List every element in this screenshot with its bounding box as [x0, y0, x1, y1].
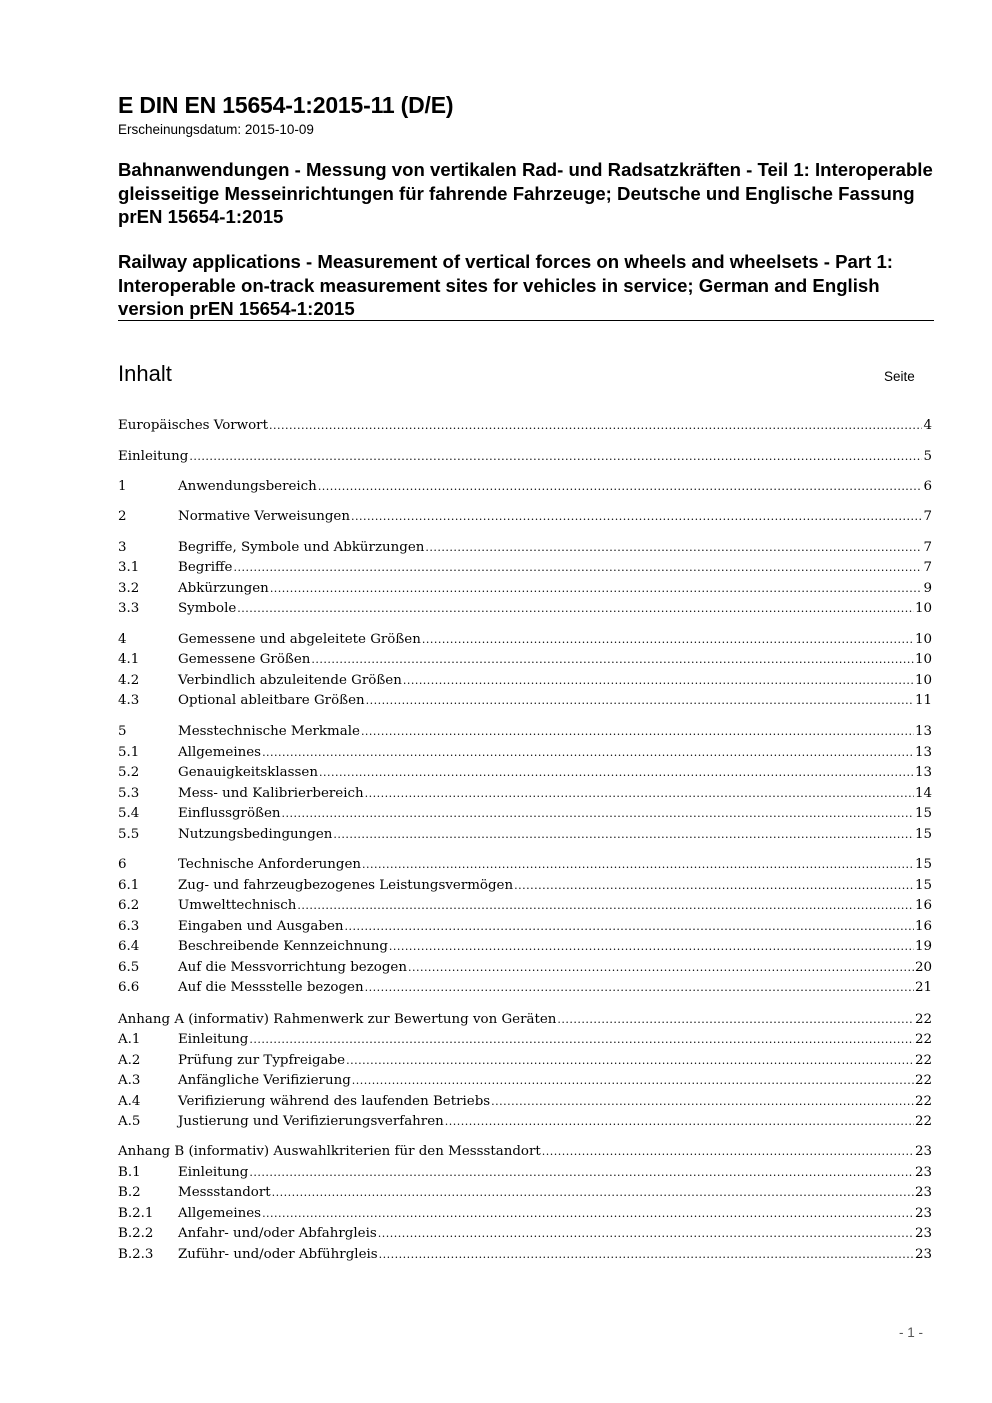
title-english: Railway applications - Measurement of vertical forces on wheels and wheelsets - Part 1: Interoperable on-track measurement sites for vehicles in service; German and English version prEN 15654-1:2015	[118, 251, 893, 319]
toc-entry[interactable]	[118, 1032, 932, 1052]
toc-entry-page: 21	[914, 980, 932, 995]
toc-entry[interactable]	[118, 1165, 932, 1185]
toc-entry-page: 13	[914, 765, 932, 780]
toc-entry-page: 7	[923, 560, 932, 575]
toc-entry-number: B.2	[118, 1185, 141, 1200]
toc-leader-dots	[319, 766, 914, 779]
toc-entry-title: Messstandort	[178, 1185, 271, 1200]
toc-entry-page: 15	[914, 827, 932, 842]
toc-entry[interactable]	[118, 1185, 932, 1205]
toc-entry-page: 10	[914, 652, 932, 667]
toc-leader-dots	[345, 920, 914, 933]
toc-entry-title: Zug- und fahrzeugbezogenes Leistungsvermögen	[178, 878, 514, 893]
toc-leader-dots	[351, 510, 923, 523]
toc-entry[interactable]	[118, 601, 932, 621]
toc-leader-dots	[491, 1095, 914, 1108]
toc-leader-dots	[378, 1227, 914, 1240]
toc-entry-page: 20	[914, 960, 932, 975]
toc-entry-number: 5.4	[118, 806, 140, 821]
toc-entry-page: 22	[914, 1114, 932, 1129]
toc-entry-title: Verbindlich abzuleitende Größen	[178, 673, 402, 688]
toc-entry-title: Allgemeines	[178, 1206, 262, 1221]
toc-entry-title: Begriffe, Symbole und Abkürzungen	[178, 540, 425, 555]
toc-entry-title: Anhang A (informativ) Rahmenwerk zur Bewertung von Geräten	[118, 1012, 557, 1027]
toc-leader-dots	[365, 787, 914, 800]
toc-entry-page: 15	[914, 857, 932, 872]
toc-entry[interactable]	[118, 1012, 932, 1032]
toc-entry-number: A.1	[118, 1032, 141, 1047]
toc-entry-number: 3.1	[118, 560, 140, 575]
toc-entry-page: 16	[914, 919, 932, 934]
toc-entry-page: 9	[923, 581, 932, 596]
toc-entry-page: 22	[914, 1053, 932, 1068]
toc-entry-page: 23	[914, 1226, 932, 1241]
toc-entry-title: Auf die Messstelle bezogen	[178, 980, 364, 995]
toc-entry-title: Nutzungsbedingungen	[178, 827, 333, 842]
toc-entry-number: 3.3	[118, 601, 140, 616]
toc-entry[interactable]	[118, 418, 932, 438]
toc-heading: Inhalt	[118, 361, 172, 386]
toc-entry[interactable]	[118, 479, 932, 499]
toc-entry-title: Normative Verweisungen	[178, 509, 350, 524]
toc-leader-dots	[233, 561, 922, 574]
toc-entry-page: 13	[914, 724, 932, 739]
toc-entry[interactable]	[118, 786, 932, 806]
toc-entry[interactable]	[118, 540, 932, 560]
toc-entry[interactable]	[118, 960, 932, 980]
toc-entry[interactable]	[118, 827, 932, 847]
toc-leader-dots	[270, 582, 923, 595]
toc-leader-dots	[262, 1207, 914, 1220]
toc-entry[interactable]	[118, 1073, 932, 1093]
toc-entry[interactable]	[118, 765, 932, 785]
toc-entry-title: Zuführ- und/oder Abführgleis	[178, 1247, 378, 1262]
toc-entry-page: 14	[914, 786, 932, 801]
toc-entry-number: 5.1	[118, 745, 140, 760]
toc-entry-title: Einleitung	[118, 449, 189, 464]
toc-entry-number: 6.3	[118, 919, 140, 934]
toc-entry-page: 22	[914, 1012, 932, 1027]
toc-leader-dots	[269, 419, 923, 432]
toc-page-label: Seite	[884, 369, 915, 384]
toc-entry[interactable]	[118, 449, 932, 469]
toc-entry-title: Verifizierung während des laufenden Betriebs	[178, 1094, 491, 1109]
toc-entry-page: 7	[923, 509, 932, 524]
title-divider	[118, 320, 934, 321]
toc-entry-title: Abkürzungen	[178, 581, 269, 596]
toc-entry[interactable]	[118, 652, 932, 672]
toc-entry-number: 4.1	[118, 652, 140, 667]
toc-entry[interactable]	[118, 632, 932, 652]
toc-entry-page: 23	[914, 1247, 932, 1262]
toc-leader-dots	[249, 1033, 914, 1046]
toc-entry-title: Mess- und Kalibrierbereich	[178, 786, 364, 801]
toc-entry-page: 19	[914, 939, 932, 954]
toc-entry-page: 10	[914, 632, 932, 647]
toc-entry-page: 23	[914, 1185, 932, 1200]
toc-entry-number: 6.5	[118, 960, 140, 975]
toc-entry[interactable]	[118, 1206, 932, 1226]
toc-entry-number: B.2.2	[118, 1226, 154, 1241]
toc-entry[interactable]	[118, 806, 932, 826]
toc-entry[interactable]	[118, 693, 932, 713]
toc-entry[interactable]	[118, 560, 932, 580]
toc-leader-dots	[514, 879, 914, 892]
toc-entry-page: 22	[914, 1073, 932, 1088]
toc-entry[interactable]	[118, 919, 932, 939]
toc-leader-dots	[272, 1186, 914, 1199]
toc-entry-number: 6.6	[118, 980, 140, 995]
toc-entry[interactable]	[118, 509, 932, 529]
publication-date: Erscheinungsdatum: 2015-10-09	[118, 122, 314, 137]
toc-entry-page: 23	[914, 1206, 932, 1221]
toc-entry-title: Eingaben und Ausgaben	[178, 919, 344, 934]
toc-entry-title: Europäisches Vorwort	[118, 418, 268, 433]
toc-entry[interactable]	[118, 1247, 932, 1267]
toc-leader-dots	[249, 1166, 914, 1179]
toc-entry-number: 5.5	[118, 827, 140, 842]
toc-entry-number: 3	[118, 540, 127, 555]
toc-entry[interactable]	[118, 1144, 932, 1164]
toc-leader-dots	[297, 899, 914, 912]
toc-leader-dots	[542, 1145, 914, 1158]
toc-leader-dots	[422, 633, 914, 646]
toc-entry[interactable]	[118, 1094, 932, 1114]
toc-entry-title: Anhang B (informativ) Auswahlkriterien für den Messstandort	[118, 1144, 541, 1159]
toc-entry-title: Optional ableitbare Größen	[178, 693, 365, 708]
toc-entry-page: 13	[914, 745, 932, 760]
toc-entry[interactable]	[118, 939, 932, 959]
toc-entry-number: A.5	[118, 1114, 141, 1129]
toc-entry-page: 6	[923, 479, 932, 494]
toc-entry-number: 5.3	[118, 786, 140, 801]
toc-entry-page: 23	[914, 1165, 932, 1180]
toc-entry-page: 22	[914, 1094, 932, 1109]
toc-entry-page: 10	[914, 601, 932, 616]
toc-entry-title: Begriffe	[178, 560, 233, 575]
toc-entry[interactable]	[118, 980, 932, 1000]
toc-entry-title: Messtechnische Merkmale	[178, 724, 360, 739]
toc-entry-title: Einleitung	[178, 1165, 249, 1180]
toc-leader-dots	[346, 1054, 914, 1067]
toc-entry-page: 7	[923, 540, 932, 555]
page-number: - 1 -	[899, 1325, 924, 1340]
toc-entry-title: Umwelttechnisch	[178, 898, 297, 913]
toc-entry[interactable]	[118, 878, 932, 898]
toc-leader-dots	[262, 746, 914, 759]
toc-entry-page: 10	[914, 673, 932, 688]
toc-entry-title: Einflussgrößen	[178, 806, 281, 821]
toc-entry-title: Anfängliche Verifizierung	[178, 1073, 351, 1088]
toc-entry-title: Technische Anforderungen	[178, 857, 362, 872]
toc-entry-page: 4	[923, 418, 932, 433]
title-german: Bahnanwendungen - Messung von vertikalen Rad- und Radsatzkräften - Teil 1: Interoperable gleisseitige Messeinrichtungen für fahrende Fahrzeuge; Deutsche und Englische Fassung prEN 15654-1:2015	[118, 159, 933, 227]
toc-entry-title: Genauigkeitsklassen	[178, 765, 318, 780]
toc-entry-number: 6	[118, 857, 127, 872]
toc-entry-page: 11	[914, 693, 932, 708]
toc-entry-number: 5	[118, 724, 127, 739]
toc-entry-number: 6.4	[118, 939, 140, 954]
toc-leader-dots	[189, 450, 922, 463]
document-id: E DIN EN 15654-1:2015-11 (D/E)	[118, 92, 454, 118]
toc-leader-dots	[237, 602, 914, 615]
toc-entry-number: 3.2	[118, 581, 140, 596]
toc-entry[interactable]	[118, 1114, 932, 1134]
toc-entry-page: 16	[914, 898, 932, 913]
toc-entry-number: B.1	[118, 1165, 141, 1180]
toc-entry-number: B.2.1	[118, 1206, 154, 1221]
toc-entry-title: Einleitung	[178, 1032, 249, 1047]
toc-entry[interactable]	[118, 724, 932, 744]
toc-leader-dots	[361, 725, 914, 738]
toc-entry[interactable]	[118, 745, 932, 765]
toc-entry-page: 22	[914, 1032, 932, 1047]
toc-leader-dots	[403, 674, 914, 687]
toc-leader-dots	[425, 541, 922, 554]
toc-entry-number: 4	[118, 632, 127, 647]
toc-leader-dots	[333, 828, 914, 841]
toc-entry-title: Auf die Messvorrichtung bezogen	[178, 960, 407, 975]
toc-leader-dots	[365, 981, 914, 994]
toc-entry-number: 2	[118, 509, 127, 524]
toc-leader-dots	[318, 480, 923, 493]
toc-entry-title: Prüfung zur Typfreigabe	[178, 1053, 346, 1068]
toc-entry-number: 4.3	[118, 693, 140, 708]
toc-entry-number: 6.1	[118, 878, 140, 893]
toc-entry-title: Allgemeines	[178, 745, 262, 760]
toc-entry-number: A.3	[118, 1073, 141, 1088]
toc-leader-dots	[389, 940, 914, 953]
toc-leader-dots	[557, 1013, 914, 1026]
toc-leader-dots	[445, 1115, 914, 1128]
toc-entry[interactable]	[118, 857, 932, 877]
toc-entry[interactable]	[118, 898, 932, 918]
toc-leader-dots	[362, 858, 914, 871]
toc-leader-dots	[282, 807, 914, 820]
toc-leader-dots	[408, 961, 914, 974]
toc-entry-number: 4.2	[118, 673, 140, 688]
toc-entry-page: 15	[914, 878, 932, 893]
toc-entry-title: Gemessene und abgeleitete Größen	[178, 632, 421, 647]
toc-leader-dots	[352, 1074, 914, 1087]
toc-entry[interactable]	[118, 1226, 932, 1246]
toc-entry-title: Symbole	[178, 601, 237, 616]
toc-entry-title: Anfahr- und/oder Abfahrgleis	[178, 1226, 377, 1241]
toc-entry-number: 6.2	[118, 898, 140, 913]
toc-entry-title: Justierung und Verifizierungsverfahren	[178, 1114, 444, 1129]
toc-entry-number: 5.2	[118, 765, 140, 780]
toc-entry-number: A.4	[118, 1094, 141, 1109]
toc-leader-dots	[366, 694, 914, 707]
toc-entry-page: 5	[923, 449, 932, 464]
toc-entry-page: 23	[914, 1144, 932, 1159]
toc-entry[interactable]	[118, 673, 932, 693]
toc-entry-page: 15	[914, 806, 932, 821]
toc-entry[interactable]	[118, 581, 932, 601]
toc-leader-dots	[311, 653, 914, 666]
toc-entry[interactable]	[118, 1053, 932, 1073]
toc-entry-title: Beschreibende Kennzeichnung	[178, 939, 388, 954]
toc-leader-dots	[379, 1248, 914, 1261]
toc-entry-number: 1	[118, 479, 127, 494]
toc-entry-number: A.2	[118, 1053, 141, 1068]
toc-entry-title: Anwendungsbereich	[178, 479, 317, 494]
toc-entry-title: Gemessene Größen	[178, 652, 311, 667]
toc-entry-number: B.2.3	[118, 1247, 154, 1262]
